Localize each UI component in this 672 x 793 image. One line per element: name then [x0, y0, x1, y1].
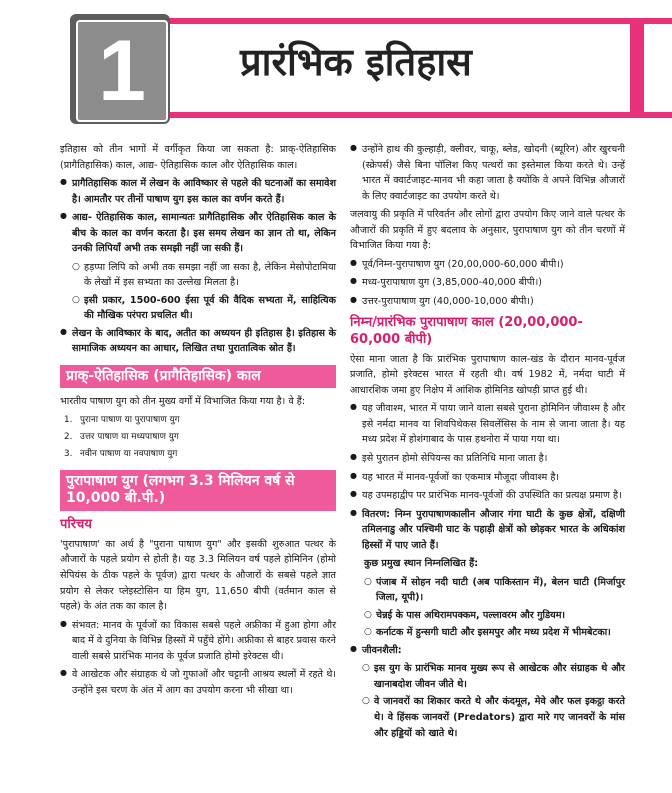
- list-item: ● यह जीवाश्म, भारत में पाया जाने वाला सबसे पुराना होमिनिन जीवाश्म है और इसे नर्मदा मानव या शिवपिथेकस सिवलेंसिस के नाम से जाना जाता है। यह मध्य प्रदेश में होशंगाबाद के पास हथनोरा में पाया गया था।: [350, 401, 625, 448]
- header-pink-rule-bottom: [150, 112, 672, 118]
- intro-paragraph: इतिहास को तीन भागों में वर्गीकृत किया जा सकता है: प्राक्-ऐतिहासिक (प्रागैतिहासिक) काल, आद्य- ऐतिहासिक काल और ऐतिहासिक काल।: [60, 144, 336, 171]
- list-item: ○ इस युग के प्रारंभिक मानव मुख्य रूप से आखेटक और संग्राहक थे और खानाबदोश जीवन जीते थे।: [362, 661, 625, 692]
- phases-intro: जलवायु की प्रकृति में परिवर्तन और लोगों द्वारा उपयोग किए जाने वाले पत्थर के औजारों की प्रकृति में हुए बदलाव के अनुसार, पुरापाषाण युग को तीन चरणों में विभाजित किया गया है:: [350, 209, 625, 252]
- places-list: [364, 575, 625, 641]
- sub-bullets: [60, 260, 336, 324]
- list-item: ● लेखन के आविष्कार के बाद, अतीत का अध्ययन ही इतिहास है। इतिहास के सामाजिक अध्ययन का आधार, लिखित तथा पुरातात्विक स्रोत हैं।: [60, 326, 336, 357]
- list-item: ● पूर्व/निम्न-पुरापाषाण युग (20,00,000-60,000 बीपी।): [350, 257, 625, 273]
- chapter-header: [0, 0, 672, 150]
- section-heading-paleolithic: पुरापाषाण युग (लगभग 3.3 मिलियन वर्ष से 10,000 बी.पी.): [60, 470, 336, 511]
- lifestyle-bullet: [350, 643, 625, 659]
- chapter-number-inner: [76, 20, 168, 122]
- paleolithic-bullets: [60, 618, 336, 699]
- list-item: ● उत्तर-पुरापाषाण युग (40,000-10,000 बीपी।): [350, 294, 625, 310]
- right-column: [350, 142, 625, 743]
- phases-list: [350, 257, 625, 310]
- list-item: 2. उत्तर पाषाण या मध्यपाषाण युग: [64, 432, 179, 443]
- section1-text: भारतीय पाषाण युग को तीन मुख्य वर्गों में विभाजित किया गया है। वे हैं:: [60, 396, 306, 408]
- list-item: ● उन्होंने हाथ की कुल्हाड़ी, क्लीवर, चाकू, ब्लेड, खोदनी (ब्यूरिन) और खुरचनी (स्क्रेपर्स) जैसे बिना पॉलिश किए पत्थरों का इस्तेमाल किया करते थे। उन्हें भारत में क्वार्टजाइट-मानव भी कहा जाता है क्योंकि वे अपने विभिन्न औजारों के लिए क्वार्टजाइट का उपयोग करते थे।: [350, 142, 625, 204]
- intro-bullets: [60, 176, 336, 257]
- list-item: 3. नवीन पाषाण या नवपाषाण युग: [64, 449, 178, 460]
- list-item: 1. पुराना पाषाण या पुरापाषाण युग: [64, 414, 180, 425]
- list-item: ● संभवत: मानव के पूर्वजों का विकास सबसे पहले अफ्रीका में हुआ होगा और बाद में वे दुनिया के विभिन्न हिस्सों में पहुँचे होंगे। अफ्रीका से बाहर प्रवास करने वाली सबसे प्रारंभिक मानव के पूर्वज प्रजाति होमो इरेक्टस थी।: [60, 618, 336, 665]
- list-item: ● प्रागैतिहासिक काल में लेखन के आविष्कार से पहले की घटनाओं का समावेश है। आमतौर पर तीनों पाषाण युग इस काल का वर्णन करते हैं।: [60, 176, 336, 207]
- list-item: ● इसे पुरातन होमो सेपियन्स का प्रतिनिधि माना जाता है।: [350, 451, 625, 467]
- list-item: ● यह उपमहाद्वीप पर प्रारंभिक मानव-पूर्वजों की उपस्थिति का प्रत्यक्ष प्रमाण है।: [350, 488, 625, 504]
- list-item: ○ वे जानवरों का शिकार करते थे और कंदमूल, मेवे और फल इकट्ठा करते थे। वे हिंसक जानवरों (Predators) द्वारा मारे गए जानवरों के मांस और हड्डियों को खाते थे।: [362, 694, 625, 741]
- list-item: ● जीवनशैली:: [350, 643, 625, 659]
- chapter-number: 1: [98, 23, 146, 119]
- list-item: ○ कर्नाटक में हुन्सगी घाटी और इसमपुर और मध्य प्रदेश में भीमबेटका।: [364, 625, 625, 641]
- header-pink-rule-top: [150, 18, 672, 24]
- list-item: ● वे आखेटक और संग्राहक थे जो गुफाओं और चट्टानी आश्रय स्थलों में रहते थे। उन्होंने इस चरण के अंत में आग का उपयोग करना भी सीखा था।: [60, 667, 336, 698]
- lifestyle-list: [350, 661, 625, 741]
- list-item: ○ हड़प्पा लिपि को अभी तक समझा नहीं जा सका है, लेकिन मेसोपोटामिया के लेखों में इस सभ्यता का उल्लेख मिलता है।: [72, 260, 336, 291]
- tools-bullet: [350, 142, 625, 204]
- intro-bullet-3: [60, 326, 336, 357]
- subheading-lower-paleolithic: निम्न/प्रारंभिक पुरापाषाण काल (20,00,000-60,000 बीपी): [350, 315, 583, 347]
- chapter-title: प्रारंभिक इतिहास: [240, 40, 472, 84]
- subheading-introduction: परिचय: [60, 516, 92, 532]
- list-item: ● मध्य-पुरापाषाण युग (3,85,000-40,000 बीपी।): [350, 275, 625, 291]
- left-column: [60, 142, 336, 701]
- list-item: ● आद्य- ऐतिहासिक काल, सामान्यतः प्रागैतिहासिक और ऐतिहासिक काल के बीच के काल का वर्णन करता है। इस समय लेखन का ज्ञान तो था, लेकिन उनकी लिपियाँ अभी तक समझी नहीं जा सकी हैं।: [60, 210, 336, 257]
- list-item: ○ चेन्नई के पास अथिरामपक्कम, पल्लावरम और गुडियम।: [364, 608, 625, 624]
- section-heading-prehistoric: प्राक्-ऐतिहासिक (प्रागैतिहासिक) काल: [60, 365, 336, 389]
- stone-age-list: [60, 413, 336, 462]
- list-item: ● वितरण: निम्न पुरापाषाणकालीन औजार गंगा घाटी के कुछ क्षेत्रों, दक्षिणी तमिलनाडु और पश्चिमी घाट के पहाड़ी क्षेत्रों को छोड़कर भारत के अधिकांश हिस्सों में पाए जाते हैं।: [350, 507, 625, 554]
- list-item: ○ इसी प्रकार, 1500-600 ईसा पूर्व की वैदिक सभ्यता में, साहित्यिक की मौखिक परंपरा प्रचलित थी।: [72, 293, 336, 324]
- list-item: ○ पंजाब में सोहन नदी घाटी (अब पाकिस्तान में), बेलन घाटी (मिर्जापुर जिला, यूपी)।: [364, 575, 625, 606]
- fossil-bullets: [350, 401, 625, 553]
- list-item: ● यह भारत में मानव-पूर्वजों का एकमात्र मौजूदा जीवाश्म है।: [350, 470, 625, 486]
- places-intro: कुछ प्रमुख स्थान निम्नलिखित हैं:: [364, 558, 479, 570]
- header-pink-rule-side: [630, 18, 644, 116]
- lower-paleolithic-text: ऐसा माना जाता है कि प्रारंभिक पुरापाषाण काल-खंड के दौरान मानव-पूर्वज प्रजाति, होमो इरेक्टस भारत में रहती थी। वर्ष 1982 में, नर्मदा घाटी में आधारशिक जमा हुए निक्षेप में आंशिक होमिनिड खोपड़ी प्राप्त हुई थी।: [350, 353, 625, 396]
- introduction-paragraph: 'पुरापाषाण' का अर्थ है "पुराना पाषाण युग" और इसकी शुरुआत पत्थर के औजारों के पहले प्रयोग से होती है। यह 3.3 मिलियन वर्ष पहले होमिनिन (होमो सेपियंस के ठीक पहले के पूर्वज) द्वारा पत्थर के औजारों के सबसे पहले ज्ञात प्रयोग से लेकर प्लेइस्टोसिन या हिम युग, 11,650 बीपी (वर्तमान काल से पहले) के अंत तक का काल है।: [60, 538, 336, 613]
- places-block: [350, 556, 625, 641]
